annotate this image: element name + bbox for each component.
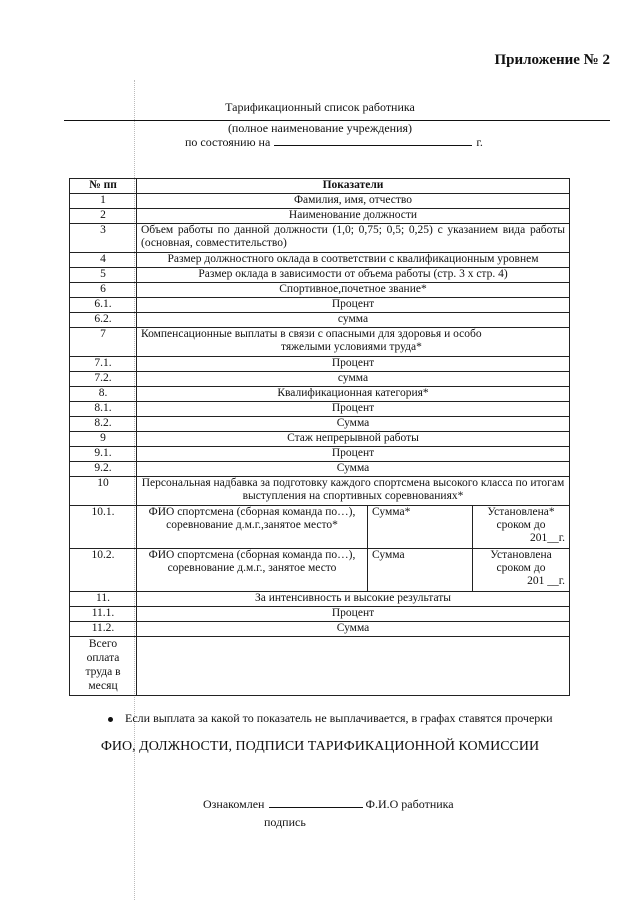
row-num: 11.2. xyxy=(70,622,137,637)
bullet-icon xyxy=(108,717,113,722)
acknowledged-prefix: Ознакомлен xyxy=(203,797,265,811)
term-line3: 201 __г. xyxy=(527,575,565,587)
row-num: 6 xyxy=(70,283,137,298)
table-row xyxy=(70,622,570,637)
table-row xyxy=(70,477,570,506)
header-indicators: Показатели xyxy=(137,179,570,194)
acknowledged-line xyxy=(203,797,454,812)
row-num: 9.1. xyxy=(70,447,137,462)
table-header-row xyxy=(70,179,570,194)
row-num: 1 xyxy=(70,194,137,209)
row-num: 6.2. xyxy=(70,313,137,328)
as-of-date-line xyxy=(185,135,483,150)
row-num: 8. xyxy=(70,387,137,402)
row-num: 7.2. xyxy=(70,372,137,387)
row-text: Процент xyxy=(137,447,570,462)
row-num: 8.2. xyxy=(70,417,137,432)
as-of-suffix: г. xyxy=(476,135,483,149)
row-num: 11. xyxy=(70,592,137,607)
table-row xyxy=(70,194,570,209)
table-row xyxy=(70,268,570,283)
row-text: Сумма xyxy=(137,622,570,637)
row-num: 11.1. xyxy=(70,607,137,622)
term-line1: Установлена* xyxy=(487,506,555,518)
row-num: 9.2. xyxy=(70,462,137,477)
row-num: 5 xyxy=(70,268,137,283)
row-text: Объем работы по данной должности (1,0; 0,75; 0,5; 0,25) с указанием вида работы (основная, совместительство) xyxy=(137,224,570,253)
athlete-fio-cell: ФИО спортсмена (сборная команда по…), соревнование д.м.г., занятое место xyxy=(137,549,368,592)
term-line2: сроком до xyxy=(496,562,546,574)
row-text: Наименование должности xyxy=(137,209,570,224)
as-of-prefix: по состоянию на xyxy=(185,135,271,149)
row-text xyxy=(137,328,570,357)
table-row xyxy=(70,313,570,328)
total-label: Всего оплата труда в месяц xyxy=(70,637,137,696)
table-row xyxy=(70,298,570,313)
row-num: 3 xyxy=(70,224,137,253)
table-row xyxy=(70,224,570,253)
row-num: 4 xyxy=(70,253,137,268)
table-row-athlete xyxy=(70,506,570,549)
table-row xyxy=(70,209,570,224)
row-num: 10.1. xyxy=(70,506,137,549)
footnote-text: Если выплата за какой то показатель не выплачивается, в графах ставятся прочерки xyxy=(125,711,553,725)
table-row-total xyxy=(70,637,570,696)
table-row xyxy=(70,447,570,462)
row-num: 8.1. xyxy=(70,402,137,417)
total-value xyxy=(137,637,570,696)
row-num: 2 xyxy=(70,209,137,224)
footnote xyxy=(108,711,553,726)
row-text-line2: тяжелыми условиями труда* xyxy=(281,341,422,353)
signature-field[interactable] xyxy=(269,797,363,808)
athlete-fio-cell: ФИО спортсмена (сборная команда по…), соревнование д.м.г.,занятое место* xyxy=(137,506,368,549)
athlete-term-cell xyxy=(473,549,570,592)
row-num: 10.2. xyxy=(70,549,137,592)
table-row xyxy=(70,462,570,477)
athlete-sum-cell: Сумма* xyxy=(368,506,473,549)
row-num: 9 xyxy=(70,432,137,447)
row-text: сумма xyxy=(137,313,570,328)
term-line1: Установлена xyxy=(490,549,552,561)
table-row xyxy=(70,607,570,622)
table-row xyxy=(70,432,570,447)
row-num: 10 xyxy=(70,477,137,506)
as-of-date-field[interactable] xyxy=(274,135,472,146)
term-line3: 201__г. xyxy=(529,532,565,544)
row-text: Процент xyxy=(137,607,570,622)
athlete-term-cell xyxy=(473,506,570,549)
row-text: Процент xyxy=(137,298,570,313)
row-text: Стаж непрерывной работы xyxy=(137,432,570,447)
row-text: Фамилия, имя, отчество xyxy=(137,194,570,209)
row-text-line1: Компенсационные выплаты в связи с опасными для здоровья и особо xyxy=(141,328,482,340)
row-text: За интенсивность и высокие результаты xyxy=(137,592,570,607)
table-row-athlete xyxy=(70,549,570,592)
table-row xyxy=(70,357,570,372)
row-text: Размер оклада в зависимости от объема работы (стр. 3 х стр. 4) xyxy=(137,268,570,283)
row-text: Сумма xyxy=(137,417,570,432)
table-row xyxy=(70,253,570,268)
table-row xyxy=(70,328,570,357)
row-text: Размер должностного оклада в соответствии с квалификационным уровнем xyxy=(137,253,570,268)
row-num: 7.1. xyxy=(70,357,137,372)
table-row xyxy=(70,402,570,417)
table-row xyxy=(70,283,570,298)
header-num: № пп xyxy=(70,179,137,194)
document-title: Тарификационный список работника xyxy=(225,100,415,114)
athlete-sum-cell: Сумма xyxy=(368,549,473,592)
row-text: Спортивное,почетное звание* xyxy=(137,283,570,298)
appendix-label: Приложение № 2 xyxy=(494,52,610,68)
row-text: Персональная надбавка за подготовку каждого спортсмена высокого класса по итогам выступления на спортивных соревнованиях* xyxy=(137,477,570,506)
commission-heading: ФИО, ДОЛЖНОСТИ, ПОДПИСИ ТАРИФИКАЦИОННОЙ КОМИССИИ xyxy=(100,739,540,754)
table-row xyxy=(70,387,570,402)
row-num: 6.1. xyxy=(70,298,137,313)
row-text: Процент xyxy=(137,357,570,372)
row-text: Процент xyxy=(137,402,570,417)
row-num: 7 xyxy=(70,328,137,357)
tariff-table xyxy=(69,178,570,696)
table-row xyxy=(70,592,570,607)
signature-caption: подпись xyxy=(264,815,306,829)
term-line2: сроком до xyxy=(496,519,546,531)
row-text: Сумма xyxy=(137,462,570,477)
row-text: Квалификационная категория* xyxy=(137,387,570,402)
table-row xyxy=(70,372,570,387)
table-row xyxy=(70,417,570,432)
row-text: сумма xyxy=(137,372,570,387)
acknowledged-suffix: Ф.И.О работника xyxy=(365,797,454,811)
institution-name-caption: (полное наименование учреждения) xyxy=(227,121,413,135)
